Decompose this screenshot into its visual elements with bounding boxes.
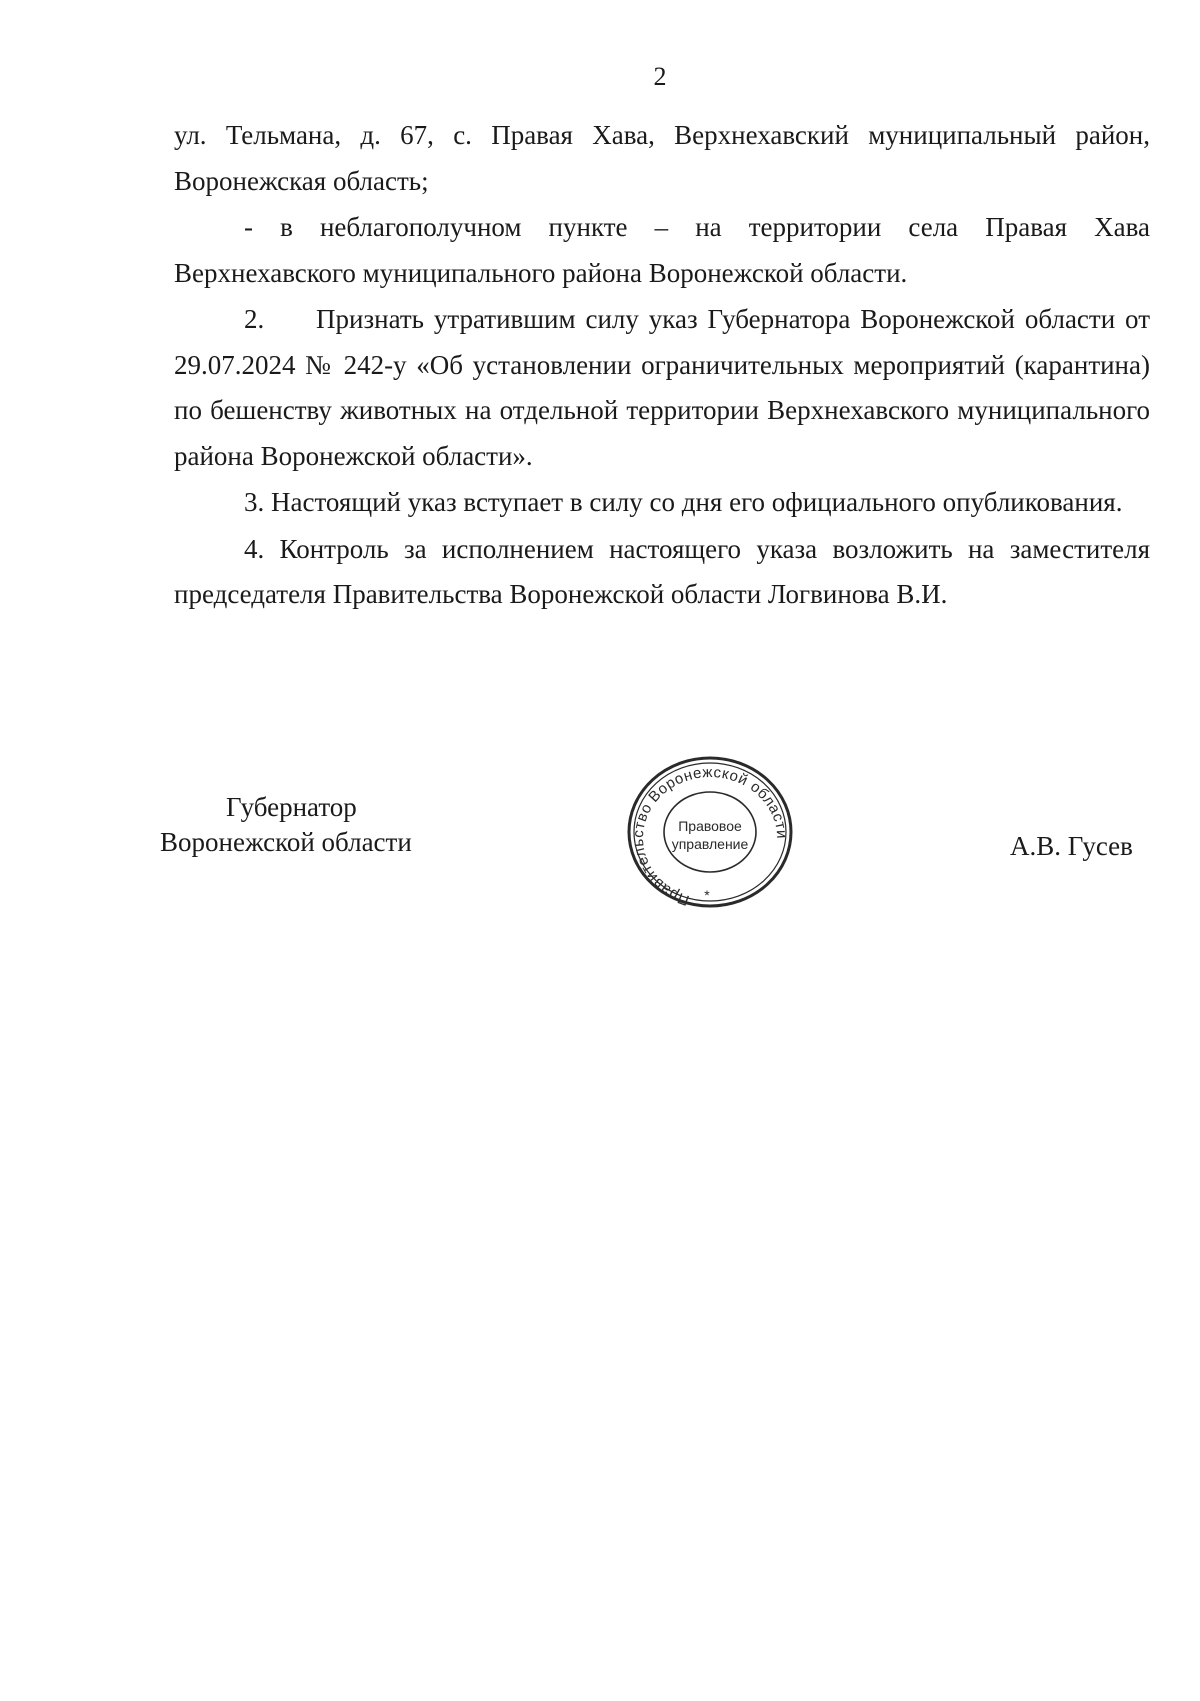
seal-center-line-2: управление <box>671 836 749 852</box>
document-body <box>174 113 1150 618</box>
paragraph-item-3: 3. Настоящий указ вступает в силу со дня его официального опубликования. <box>244 487 1123 517</box>
paragraph-item-2-number: 2. <box>244 304 265 334</box>
signatory-title-line-1: Губернатор <box>226 792 357 822</box>
signatory-name: А.В. Гусев <box>1010 831 1133 861</box>
signatory-title <box>160 790 460 860</box>
paragraph-item-2 <box>174 297 1150 479</box>
page-number: 2 <box>653 62 667 91</box>
paragraph-item-4: 4. Контроль за исполнением настоящего указа возложить на заместителя председателя Правительства Воронежской области Логвинова В.И. <box>174 533 1150 609</box>
signatory-title-line-2: Воронежской области <box>160 827 412 857</box>
seal-star-icon: * <box>704 887 710 903</box>
seal-center-line-1: Правовое <box>678 818 742 834</box>
official-seal-graphic <box>625 754 795 910</box>
paragraph-item-2-text: Признать утратившим силу указ Губернатора Воронежской области от 29.07.2024 № 242-у «Об установлении ограничительных мероприятий (карантина) по бешенству животных на отдельной территории Верхнехавского муниципального района Воронежской области». <box>174 304 1150 471</box>
seal-ring-text: Правительство Воронежской области <box>629 763 791 909</box>
official-seal <box>625 754 795 910</box>
paragraph-address: ул. Тельмана, д. 67, с. Правая Хава, Верхнехавский муниципальный район, Воронежская область; <box>174 120 1150 196</box>
paragraph-unfavorable-point: - в неблагополучном пункте – на территории села Правая Хава Верхнехавского муниципального района Воронежской области. <box>174 212 1150 288</box>
